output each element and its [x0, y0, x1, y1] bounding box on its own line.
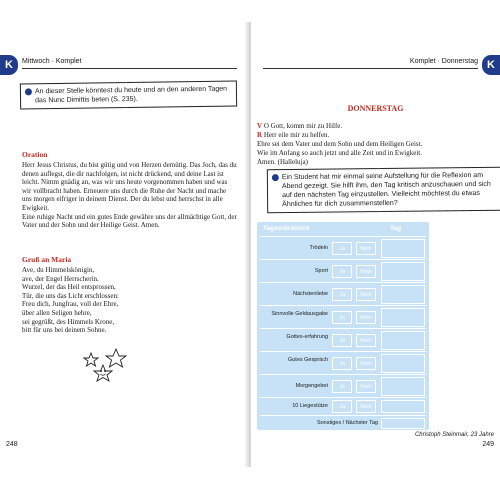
- doxology-line-1: Ehre sei dem Vater und dem Sohn und dem Heiligen Geist.: [257, 140, 423, 148]
- star-icon: [84, 353, 98, 366]
- instruction-note-left: [20, 80, 237, 109]
- table-header-day: Tag: [390, 225, 402, 232]
- day-cell[interactable]: [381, 400, 425, 413]
- yes-option[interactable]: Ja: [332, 311, 352, 324]
- versicle-marker: V: [257, 122, 263, 130]
- table-divider: [260, 328, 426, 329]
- day-cell[interactable]: [381, 354, 425, 373]
- table-credit: Christoph Steinmair, 23 Jahre: [414, 432, 494, 438]
- page-number-right: 249: [482, 441, 494, 448]
- instruction-note-right: [267, 167, 500, 213]
- header-rule-right: [263, 68, 478, 69]
- running-head-left: Mittwoch · Komplet: [22, 58, 82, 65]
- yes-option[interactable]: Ja: [332, 242, 352, 255]
- table-row: [257, 308, 429, 327]
- table-row: [257, 262, 429, 281]
- table-row: [257, 377, 429, 396]
- response-marker: R: [257, 131, 263, 139]
- yes-option[interactable]: Ja: [332, 288, 352, 301]
- left-page: [0, 22, 249, 467]
- day-cell[interactable]: [381, 308, 425, 327]
- no-option[interactable]: Nein: [356, 400, 376, 413]
- daily-review-table: [257, 222, 429, 430]
- yes-option[interactable]: Ja: [332, 400, 352, 413]
- book-spread: [0, 22, 500, 467]
- day-cell[interactable]: [381, 331, 425, 350]
- day-title: DONNERSTAG: [347, 104, 404, 113]
- row-label: Gottes-erfahrung: [286, 334, 328, 340]
- row-label: Nächstenliebe: [293, 291, 328, 297]
- row-label: Sonstiges / Nächster Tag: [316, 420, 378, 426]
- day-cell[interactable]: [381, 285, 425, 304]
- table-row: [257, 239, 429, 258]
- marian-heading: Gruß an Maria: [22, 255, 72, 264]
- oration-text: Herr Jesus Christus, du bist gütig und von Herzen demütig. Das Joch, das du denen auflegst, die dir nachfolgen, ist nicht drückend, und deine Last ist leicht. Nimm gnädig an, was wir uns heute vorgenommen haben und was wir vollbracht haben. Erneuere uns durch die Ruhe der Nacht und mache uns morgen eifriger in deinem Dienst. Der du lebst und herrschst in alle Ewigkeit. Eine ruhige Nacht und ein gutes Ende gewähre uns der allmächtige Gott, der Vater und der Sohn und der Heilige Geist. Amen.: [22, 161, 237, 230]
- yes-option[interactable]: Ja: [332, 380, 352, 393]
- no-option[interactable]: Nein: [356, 288, 376, 301]
- star-icon: [106, 349, 126, 367]
- amen-line: Amen. (Halleluja): [257, 158, 308, 166]
- note-text: An dieser Stelle könntest du heute und an den anderen Tagen das Nunc Dimittis beten (S. 235).: [34, 85, 228, 105]
- table-header: [257, 222, 429, 235]
- oration-heading: Oration: [22, 150, 48, 159]
- section-badge-right: K: [482, 55, 500, 75]
- doxology-line-2: Wie im Anfang so auch jetzt und alle Zeit und in Ewigkeit.: [257, 149, 422, 157]
- day-cell[interactable]: [381, 418, 425, 429]
- yes-option[interactable]: Ja: [332, 357, 352, 370]
- header-rule-left: [22, 68, 237, 69]
- row-label: Sinnvolle Geldausgabe: [271, 311, 328, 317]
- row-label: Morgengebet: [295, 383, 328, 389]
- row-label: Trödeln: [309, 245, 328, 251]
- no-option[interactable]: Nein: [356, 334, 376, 347]
- no-option[interactable]: Nein: [356, 311, 376, 324]
- table-row: [257, 400, 429, 413]
- table-divider: [260, 305, 426, 306]
- table-divider: [260, 282, 426, 283]
- row-label: Sport: [314, 268, 328, 274]
- table-divider: [260, 351, 426, 352]
- day-cell[interactable]: [381, 377, 425, 396]
- table-divider: [260, 236, 426, 237]
- no-option[interactable]: Nein: [356, 380, 376, 393]
- day-cell[interactable]: [381, 239, 425, 258]
- table-divider: [260, 397, 426, 398]
- marian-antiphon-text: Ave, du Himmelskönigin, ave, der Engel Herrscherin. Wurzel, der das Heil entsprossen, Tür, die uns das Licht erschlossen: Freu dich, Jungfrau, voll der Ehre, über allen Seligen hehre, sei gegrüßt, des Himmels Krone, bitt für uns bei deinem Sohne.: [22, 266, 119, 335]
- day-cell[interactable]: [381, 262, 425, 281]
- table-row: [257, 331, 429, 350]
- table-row: [257, 418, 429, 429]
- table-divider: [260, 415, 426, 416]
- running-head-right: Komplet · Donnerstag: [409, 58, 478, 65]
- table-row: [257, 285, 429, 304]
- note-marker-icon: [272, 174, 279, 181]
- row-label: Gutes Gespräch: [287, 357, 328, 363]
- note-marker-icon: [25, 88, 32, 95]
- row-label: 10 Liegestütze: [292, 403, 328, 409]
- no-option[interactable]: Nein: [356, 357, 376, 370]
- no-option[interactable]: Nein: [356, 242, 376, 255]
- response-text: Herr eile mir zu helfen.: [263, 131, 330, 139]
- stars-illustration: [83, 347, 133, 387]
- no-option[interactable]: Nein: [356, 265, 376, 278]
- yes-option[interactable]: Ja: [332, 334, 352, 347]
- page-number-left: 248: [6, 441, 18, 448]
- note-text: Ein Student hat mir einmal seine Aufstellung für die Reflexion am Abend gezeigt. Sie hilft ihm, den Tag kritisch anzuschauen und sich auf den nächsten Tag einzustellen. Vielleicht möchtest du etwas Ähnliches für dich zusammenstellen?: [281, 171, 491, 209]
- right-page: [251, 22, 500, 467]
- versicle-text: O Gott, komm mir zu Hilfe.: [263, 122, 343, 130]
- response-line: [257, 131, 329, 140]
- versicle-line: [257, 122, 342, 131]
- section-badge-left: K: [0, 55, 18, 75]
- table-divider: [260, 374, 426, 375]
- table-header-title: Tagesrückblick: [263, 225, 310, 232]
- table-row: [257, 354, 429, 373]
- table-divider: [260, 259, 426, 260]
- yes-option[interactable]: Ja: [332, 265, 352, 278]
